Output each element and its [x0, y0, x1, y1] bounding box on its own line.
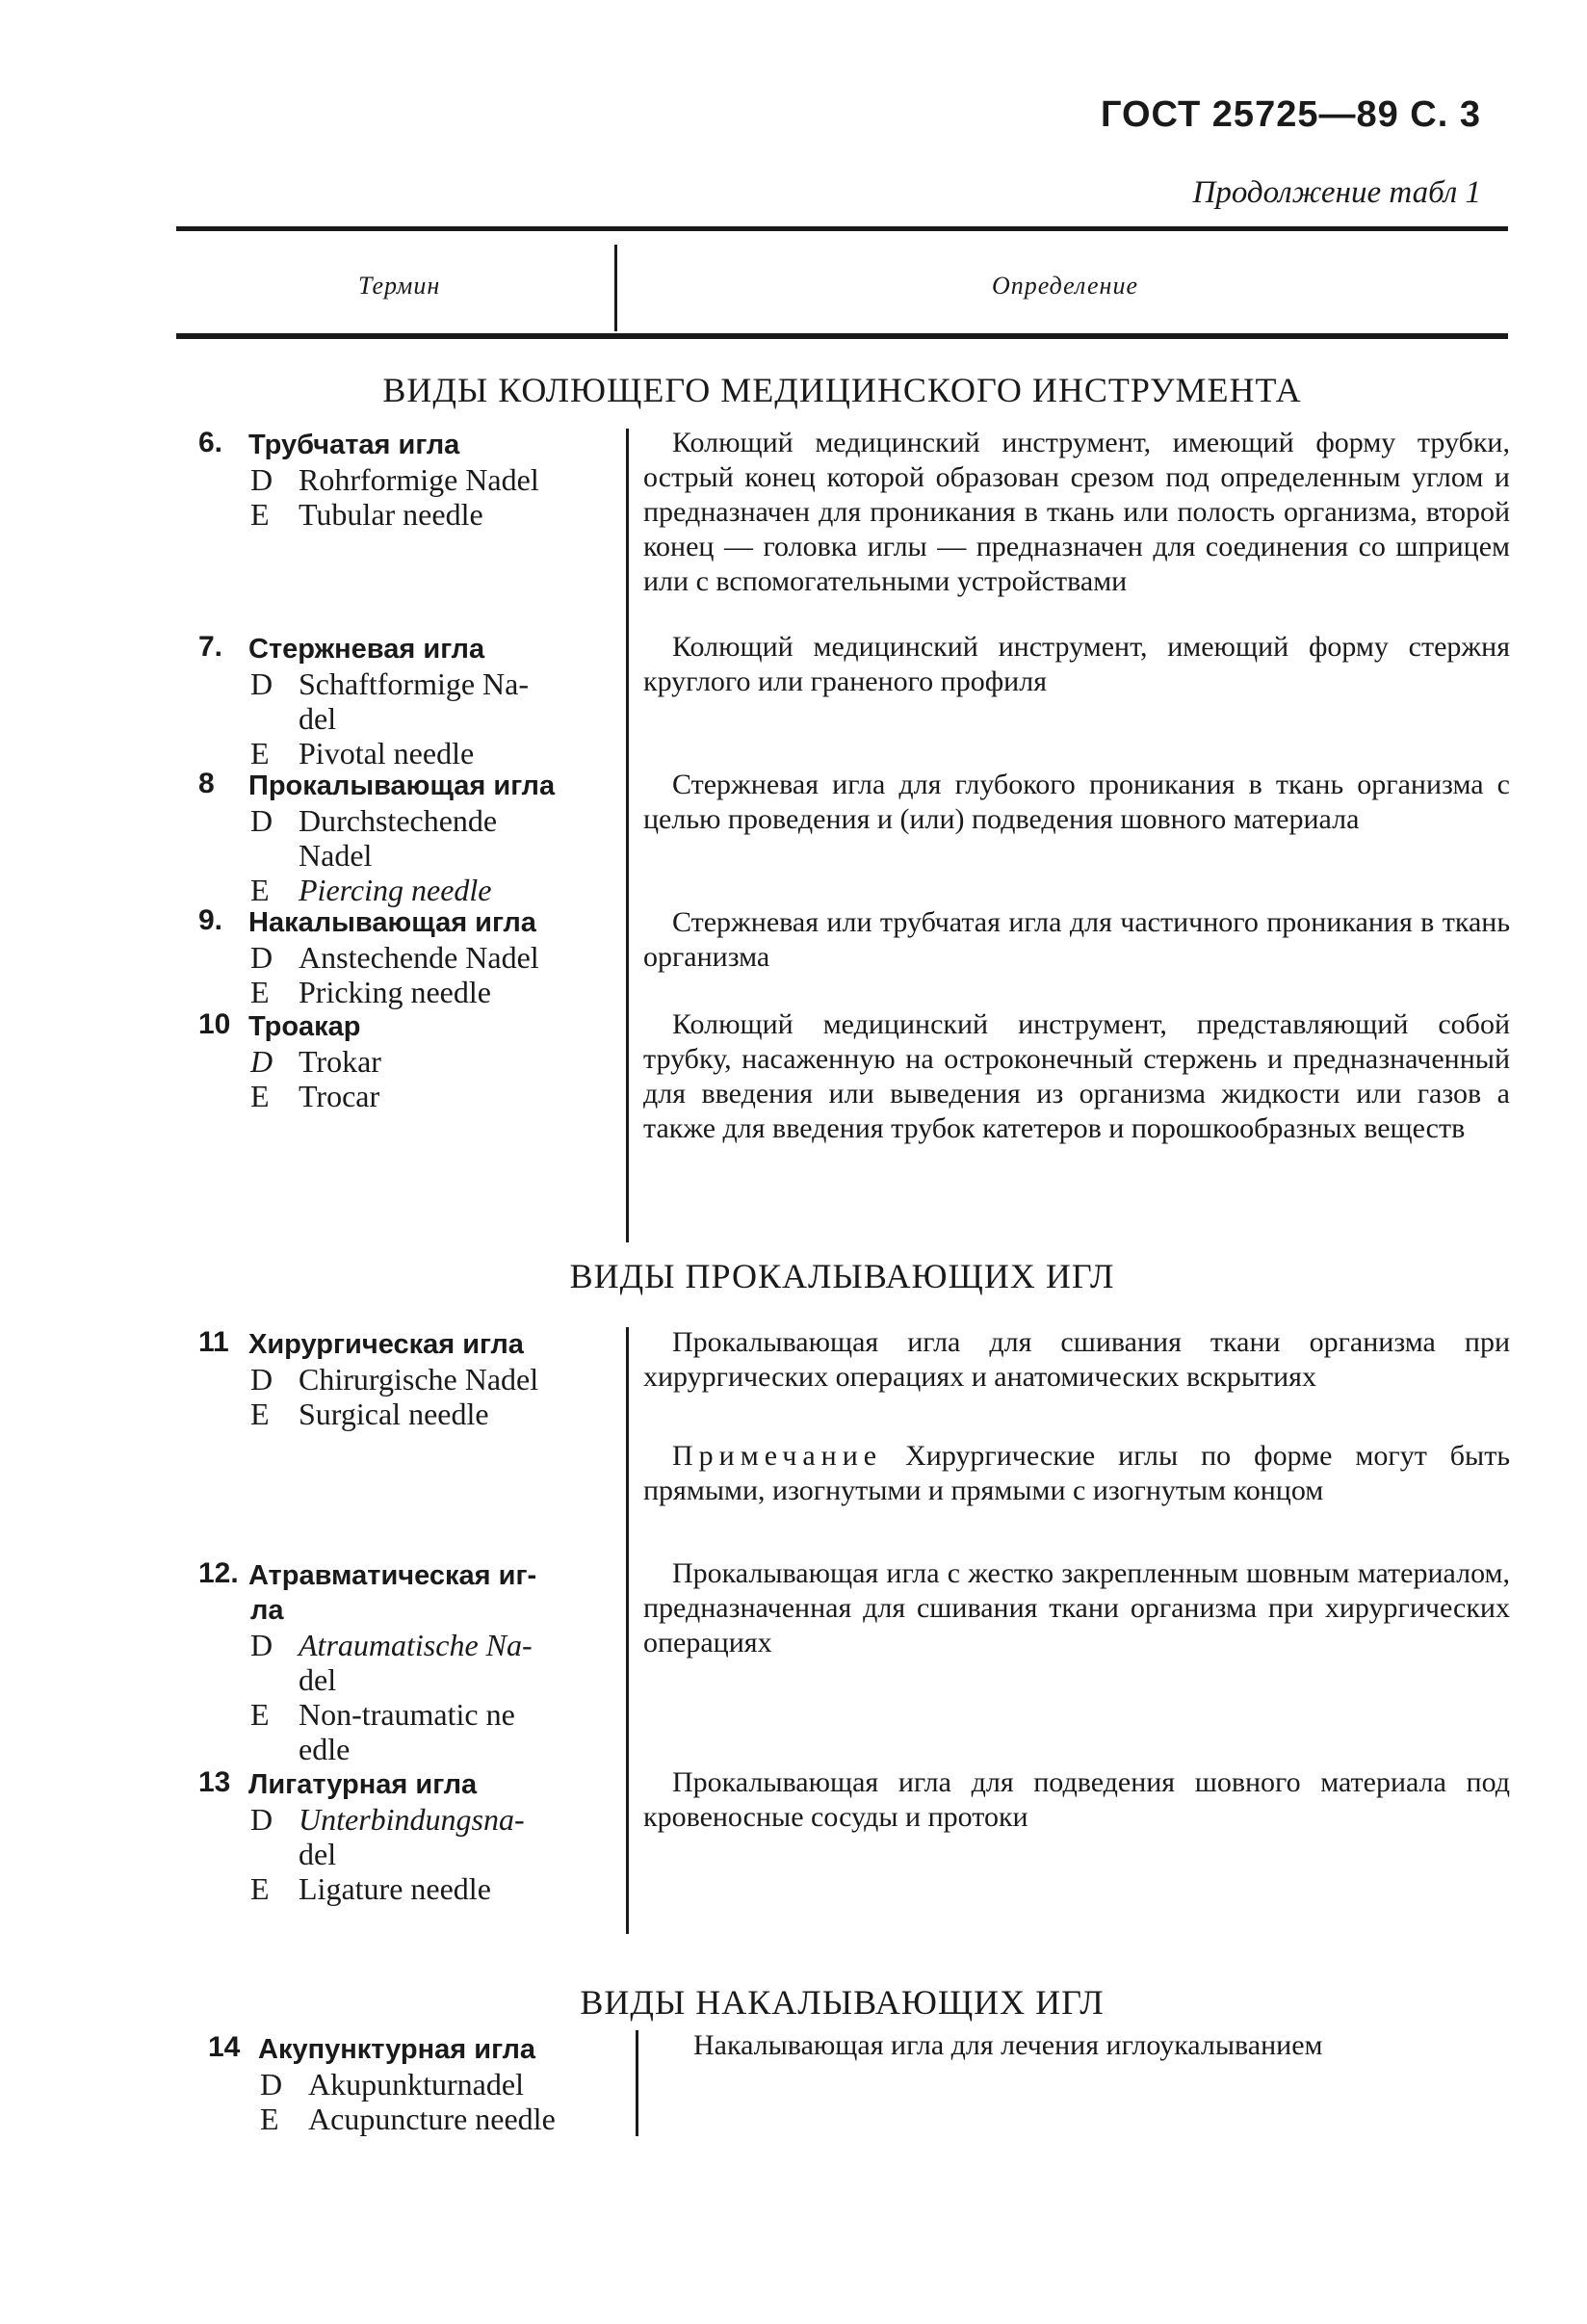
- term-entry: [198, 1325, 701, 1431]
- term-english: Acupuncture needle: [308, 2102, 556, 2136]
- lang-label-de: D: [250, 940, 273, 975]
- header-column-divider: [614, 245, 617, 331]
- term-russian: Прокалывающая игла: [248, 770, 556, 801]
- lang-label-de: D: [250, 1044, 273, 1079]
- term-definition: Прокалывающая игла для сшивания ткани организма при хирургических операциях и анатомических вскрытиях: [643, 1326, 1510, 1393]
- term-russian: Стержневая игла: [248, 634, 485, 665]
- term-number: 13: [198, 1766, 231, 1798]
- lang-label-de: D: [250, 803, 273, 838]
- term-german-continued: del: [299, 1837, 337, 1871]
- term-entry: [208, 2030, 711, 2136]
- table-continuation-label: Продолжение табл 1: [1192, 175, 1481, 210]
- section-heading: ВИДЫ ПРОКАЛЫВАЮЩИХ ИГЛ: [569, 1257, 1115, 1295]
- term-entry: [198, 1556, 701, 1766]
- column-header-term: Термин: [358, 272, 441, 300]
- term-russian: Атравматическая иг-: [248, 1560, 537, 1591]
- lang-label-de: D: [250, 666, 273, 701]
- term-russian: Лигатурная игла: [248, 1769, 478, 1800]
- term-german: Rohrformige Nadel: [299, 462, 539, 497]
- term-russian-continued: ла: [250, 1595, 284, 1626]
- document-id: ГОСТ 25725—89 С. 3: [1100, 94, 1481, 135]
- lang-label-de: D: [250, 1802, 273, 1837]
- term-german: Atraumatische Na-: [299, 1628, 533, 1662]
- note-label: Примечание: [672, 1440, 883, 1472]
- term-german: Akupunkturnadel: [308, 2067, 524, 2102]
- term-russian: Акупунктурная игла: [258, 2034, 536, 2065]
- term-english: Non-traumatic ne: [299, 1697, 515, 1732]
- term-russian: Троакар: [248, 1011, 361, 1042]
- term-definition: Стержневая игла для глубокого проникания в ткань организма с целью проведения и (или) подведения шовного материала: [643, 769, 1510, 835]
- term-number: 12.: [198, 1557, 239, 1589]
- term-note: [643, 1439, 1510, 1508]
- term-definition: Колющий медицинский инструмент, представляющий собой трубку, насаженную на остроконечный стержень и предназначенный для введения или выведения из организма жидкости или газов а также для введения трубок катетеров и порошкообразных веществ: [643, 1008, 1510, 1144]
- term-russian: Трубчатая игла: [248, 430, 460, 460]
- term-number: 11: [198, 1326, 229, 1358]
- lang-label-en: E: [250, 1397, 270, 1431]
- term-definition: Колющий медицинский инструмент, имеющий форму стержня круглого или граненого профиля: [643, 631, 1510, 697]
- term-german: Schaftformige Na-: [299, 666, 530, 701]
- term-english: Pivotal needle: [299, 736, 475, 770]
- lang-label-en: E: [250, 1697, 270, 1732]
- section-heading: ВИДЫ НАКАЛЫВАЮЩИХ ИГЛ: [580, 1983, 1105, 2022]
- term-number: 10: [198, 1008, 231, 1040]
- term-entry: [198, 1007, 701, 1113]
- term-german-continued: Nadel: [299, 838, 373, 873]
- term-entry: [198, 767, 701, 907]
- term-number: 7.: [198, 631, 223, 663]
- lang-label-en: E: [250, 736, 270, 770]
- term-definition: Прокалывающая игла для подведения шовного материала под кровеносные сосуды и протоки: [643, 1766, 1510, 1833]
- term-entry: [198, 903, 701, 1009]
- term-definition: Прокалывающая игла с жестко закрепленным шовным материалом, предназначенная для сшивания ткани организма при хирургических операциях: [643, 1557, 1510, 1658]
- term-german: Durchstechende: [299, 803, 498, 838]
- lang-label-de: D: [250, 1362, 273, 1397]
- term-german: Unterbindungsna-: [299, 1802, 525, 1837]
- lang-label-en: E: [250, 497, 270, 532]
- column-header-definition: Определение: [992, 272, 1138, 300]
- lang-label-en: E: [250, 1871, 270, 1906]
- lang-label-de: D: [250, 1628, 273, 1662]
- note-text: Хирургические иглы по форме могут быть прямыми, изогнутыми и прямыми с изогнутым концом: [643, 1440, 1510, 1506]
- term-number: 9.: [198, 904, 223, 936]
- term-german: Chirurgische Nadel: [299, 1362, 539, 1397]
- term-english-continued: edle: [299, 1732, 351, 1766]
- term-number: 6.: [198, 427, 223, 458]
- term-entry: [198, 426, 701, 532]
- term-entry: [198, 630, 701, 770]
- term-english: Tubular needle: [299, 497, 483, 532]
- term-definition: Колющий медицинский инструмент, имеющий форму трубки, острый конец которой образован срезом под определенным углом и предназначен для проникания в ткань или полость организма, второй конец — головка иглы — предназначен для соединения со шприцем или с вспомогательными устройствами: [643, 427, 1510, 597]
- lang-label-de: D: [260, 2067, 283, 2102]
- lang-label-en: E: [250, 975, 270, 1009]
- lang-label-en: E: [260, 2102, 279, 2136]
- table-header-rule: [176, 333, 1508, 339]
- term-english: Surgical needle: [299, 1397, 489, 1431]
- lang-label-en: E: [250, 873, 270, 907]
- term-russian: Накалывающая игла: [248, 907, 536, 938]
- term-number: 8: [198, 768, 215, 799]
- section-heading: ВИДЫ КОЛЮЩЕГО МЕДИЦИНСКОГО ИНСТРУМЕНТА: [382, 371, 1302, 409]
- lang-label-de: D: [250, 462, 273, 497]
- lang-label-en: E: [250, 1079, 270, 1113]
- term-english: Ligature needle: [299, 1871, 491, 1906]
- term-definition: Стержневая или трубчатая игла для частичного проникания в ткань организма: [643, 906, 1510, 973]
- term-number: 14: [208, 2031, 241, 2063]
- term-german: Anstechende Nadel: [299, 940, 539, 975]
- table-top-rule: [176, 226, 1508, 231]
- term-german: Trokar: [299, 1044, 381, 1079]
- term-german-continued: del: [299, 701, 337, 736]
- term-english: Trocar: [299, 1079, 380, 1113]
- term-entry: [198, 1765, 701, 1906]
- term-german-continued: del: [299, 1662, 337, 1697]
- term-definition: Накалывающая игла для лечения иглоукалыванием: [693, 2029, 1323, 2061]
- term-english: Pricking needle: [299, 975, 491, 1009]
- term-russian: Хирургическая игла: [248, 1329, 524, 1360]
- term-english: Piercing needle: [299, 873, 492, 907]
